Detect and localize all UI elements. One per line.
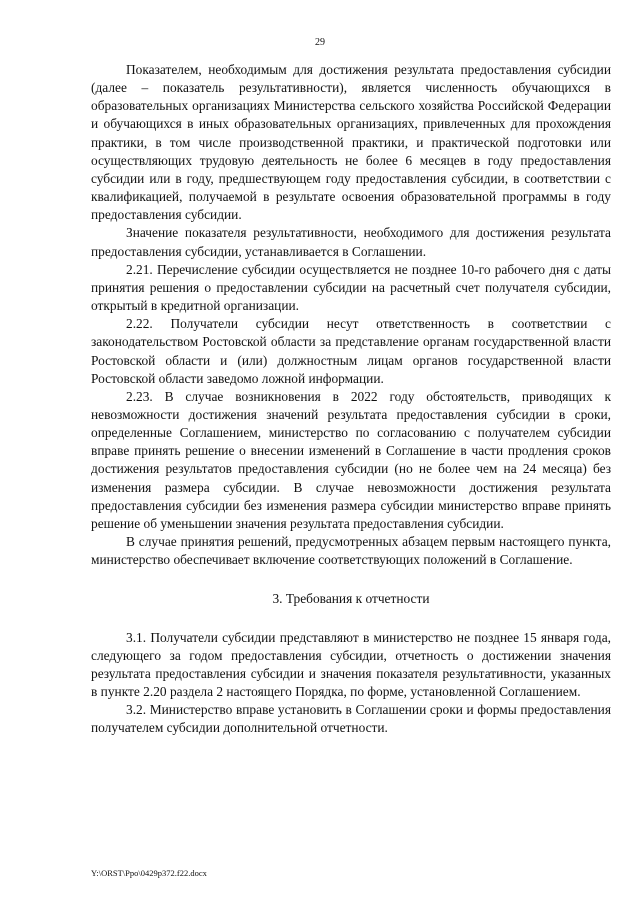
paragraph-2-21: 2.21. Перечисление субсидии осуществляется не позднее 10-го рабочего дня с даты принятия решения о предоставлении субсидии на расчетный счет получателя субсидии, открытый в кредитной организации. (91, 261, 611, 314)
paragraph-2-22: 2.22. Получатели субсидии несут ответственность в соответствии с законодательством Ростовской области за представление органам государственной власти Ростовской области и (или) должностным лицам органов государственной власти Ростовской области заведомо ложной информации. (91, 316, 611, 386)
paragraph-2-23-decisions: В случае принятия решений, предусмотренных абзацем первым настоящего пункта, министерство обеспечивает включение соответствующих положений в Соглашение. (91, 534, 611, 568)
paragraph-3-1: 3.1. Получатели субсидии представляют в министерство не позднее 15 января года, следующего за годом предоставления субсидии, отчетность о достижении значения результата предоставления субсидии и значения показателя результативности, указанных в пункте 2.20 раздела 2 настоящего Порядка, по форме, установленной Соглашением. (91, 629, 611, 699)
page-number: 29 (315, 37, 325, 48)
section-heading: 3. Требования к отчетности (272, 591, 430, 607)
document-body (91, 61, 611, 737)
paragraph-3-2: 3.2. Министерство вправе установить в Соглашении сроки и формы предоставления получателем субсидии дополнительной отчетности. (91, 702, 611, 736)
paragraph-2-23: 2.23. В случае возникновения в 2022 году обстоятельств, приводящих к невозможности достижения значений результата предоставления субсидии в сроки, определенные Соглашением, министерство по согласованию с получателем субсидии вправе принять решение о внесении изменений в Соглашение в части продления сроков достижения результатов предоставления субсидии (но не более чем на 24 месяца) без изменения размера субсидии. В случае невозможности достижения результата предоставления субсидии без изменения размера субсидии министерство вправе принять решение об уменьшении значения результата предоставления субсидии. (91, 388, 611, 531)
footer-file-path: Y:\ORST\Ppo\0429p372.f22.docx (91, 868, 207, 878)
paragraph-indicator: Показателем, необходимым для достижения результата предоставления субсидии (далее – показатель результативности), является численность обучающихся в образовательных организациях Министерства сельского хозяйства Российской Федерации и обучающихся в иных образовательных организациях, привлеченных для прохождения практики, в том числе производственной практики, и практической подготовки или осуществляющих трудовую деятельность не более 6 месяцев в году предоставления субсидии или в году, предшествующем году предоставления субсидии, в соответствии с квалификацией, получаемой в результате освоения образовательной программы в году предоставления субсидии. (91, 62, 611, 223)
paragraph-indicator-value: Значение показателя результативности, необходимого для достижения результата предоставления субсидии, устанавливается в Соглашении. (91, 225, 611, 259)
